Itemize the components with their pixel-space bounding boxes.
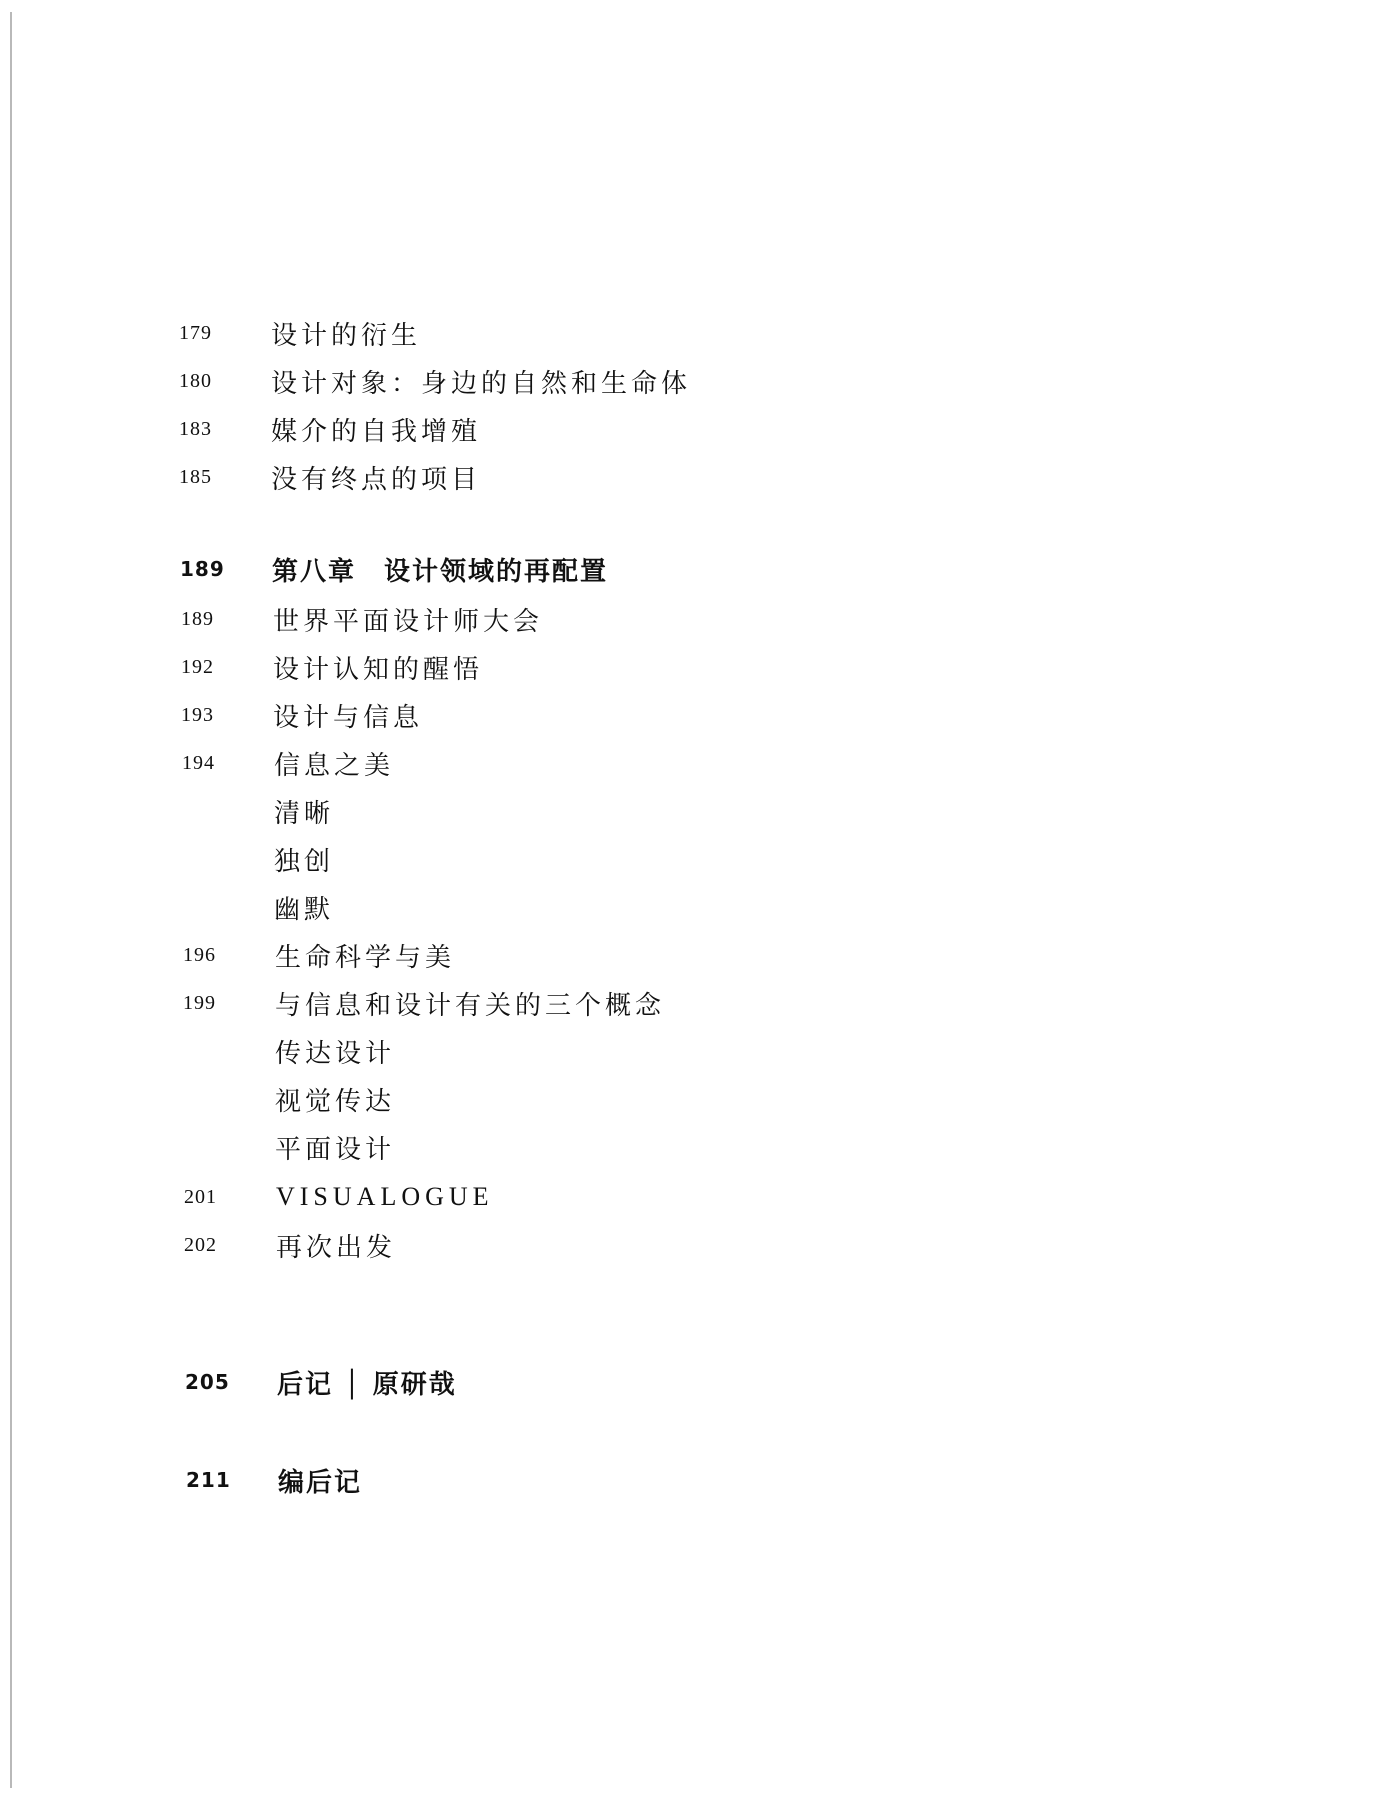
- toc-subentry-title: 平面设计: [275, 1134, 396, 1165]
- toc-page-number: 196: [183, 943, 216, 966]
- toc-subentry-title: 清晰: [274, 798, 335, 829]
- toc-page-number: 211: [186, 1468, 231, 1492]
- toc-page-number: 179: [179, 321, 212, 344]
- toc-page-number: 201: [184, 1185, 217, 1208]
- toc-entry-title: 没有终点的项目: [271, 464, 482, 495]
- toc-page-number: 194: [182, 751, 215, 774]
- toc-subentry-title: 传达设计: [275, 1038, 396, 1069]
- toc-entry-title: 再次出发: [276, 1232, 397, 1263]
- toc-entry-title: 设计认知的醒悟: [273, 654, 484, 685]
- toc-subentry-title: 幽默: [274, 894, 335, 925]
- toc-afterword-title: 后记 │ 原研哉: [277, 1369, 457, 1400]
- toc-entry-title: 设计与信息: [273, 702, 424, 733]
- toc-page-number: 180: [179, 369, 212, 392]
- toc-page-number: 189: [181, 607, 214, 630]
- toc-entry-title: VISUALOGUE: [276, 1182, 494, 1211]
- toc-page-number: 192: [181, 655, 214, 678]
- toc-entry-title: 设计对象：身边的自然和生命体: [271, 368, 692, 399]
- toc-chapter-title: 第八章 设计领域的再配置: [272, 556, 609, 587]
- toc-page-number: 199: [183, 991, 216, 1014]
- toc-entry-title: 媒介的自我增殖: [271, 416, 482, 447]
- toc-entry-title: 设计的衍生: [271, 320, 422, 351]
- toc-page-number: 193: [181, 703, 214, 726]
- toc-entry-title: 信息之美: [274, 750, 395, 781]
- toc-editor-note-title: 编后记: [278, 1467, 363, 1498]
- toc-subentry-title: 视觉传达: [275, 1086, 396, 1117]
- toc-entry-title: 生命科学与美: [275, 942, 456, 973]
- toc-page-number: 189: [180, 557, 225, 581]
- toc-entry-title: 世界平面设计师大会: [273, 606, 544, 637]
- toc-entry-title: 与信息和设计有关的三个概念: [275, 990, 666, 1021]
- toc-subentry-title: 独创: [274, 846, 335, 877]
- toc-page-number: 183: [179, 417, 212, 440]
- toc-page-number: 202: [184, 1233, 217, 1256]
- toc-page-number: 205: [185, 1370, 230, 1394]
- toc-page-number: 185: [179, 465, 212, 488]
